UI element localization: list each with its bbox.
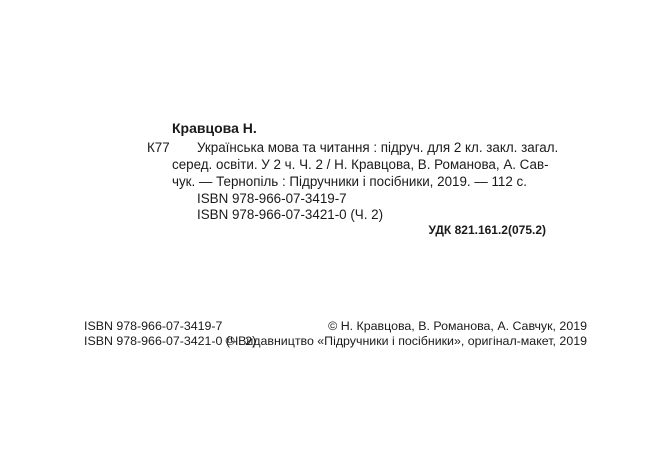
catalog-code: К77	[147, 140, 170, 155]
copyright-publisher: © Видавництво «Підручники і посібники», оригінал-макет, 2019	[225, 334, 587, 348]
description-line-1: Українська мова та читання : підруч. для 2 кл. закл. загал.	[197, 140, 559, 155]
isbn-volume: ISBN 978-966-07-3421-0 (Ч. 2)	[197, 207, 384, 222]
udk-code: УДК 821.161.2(075.2)	[428, 223, 546, 237]
footer-isbn-volume: ISBN 978-966-07-3421-0 (Ч. 2)	[84, 334, 257, 348]
author-heading: Кравцова Н.	[172, 120, 257, 136]
copyright-authors: © Н. Кравцова, В. Романова, А. Савчук, 2019	[328, 319, 587, 333]
isbn-set: ISBN 978-966-07-3419-7	[197, 191, 347, 206]
description-line-3: чук. — Тернопіль : Підручники і посібники, 2019. — 112 с.	[172, 174, 527, 189]
description-line-2: серед. освіти. У 2 ч. Ч. 2 / Н. Кравцова, В. Романова, А. Сав-	[172, 157, 549, 172]
footer-isbn-set: ISBN 978-966-07-3419-7	[84, 319, 223, 333]
